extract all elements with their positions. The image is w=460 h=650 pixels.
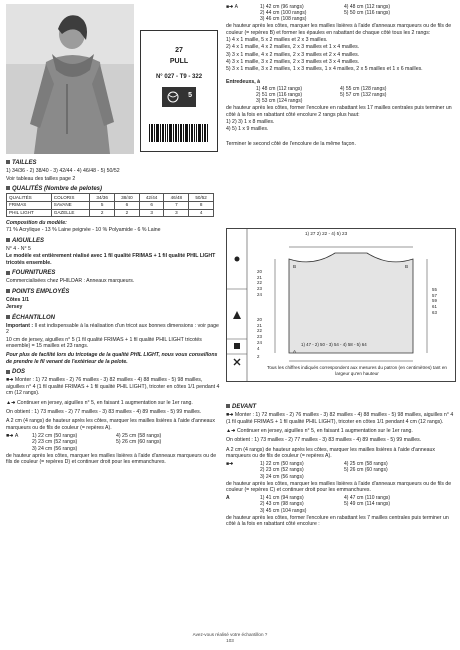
devant-p6: de hauteur après les côtes, former l'encolure en rabattant les 7 mailles centrales puis terminer un côté à la fois en rabattant côté encolure : [226,514,449,527]
devant-p5: de hauteur après les côtes, marquer les mailles lisières à l'aide d'anneaux marqueurs ou de fils de couleur (= repères C) et continuer droit pour les emmanchures. [226,480,452,493]
table-header-cell: 38/40 [115,194,140,202]
table-cell: 5) 26 cm (60 rangs) [116,439,162,446]
devant-heights-table-2 [226,495,454,513]
table-cell: 4 [189,209,214,217]
table-row [226,16,454,22]
entredeux-heading: Entredeuxs, à [226,78,261,85]
page-footer [0,632,460,643]
table-cell: 4) 48 cm (112 rangs) [344,4,391,10]
table-row [6,446,165,452]
shoulder-instructions: de hauteur après les côtes, marquer les mailles lisières à l'aide d'anneaux marqueurs ou de fils de couleur (= repères B) et former les épaules en rabattant de chaque côté tous les 2 rangs: [226,23,452,36]
table-cell: 2) 43 cm (98 rangs) [260,501,304,508]
table-cell: 5) 49 cm (114 rangs) [344,501,391,508]
fournitures-heading: FOURNITURES [6,270,220,277]
shoulder-size-2: 2) 4 x 1 maille, 4 x 2 mailles, 2 x 3 mailles et 1 x 4 mailles. [226,44,360,51]
table-cell: SAVANE [51,201,90,209]
diagram-corner-num-2: 2 [257,354,260,359]
yarn-ball-icon [165,90,183,104]
echantillon-gauge: 10 cm de jersey, aiguilles n° 5 (1 fil qualité FRIMAS + 1 fil qualité PHIL LIGHT tricotés ensemble) = 15 mailles et 23 rangs. [6,336,202,350]
table-cell: 4) 47 cm (110 rangs) [344,495,391,502]
shoulder-size-3: 3) 3 x 1 maille, 4 x 2 mailles, 2 x 3 mailles et 2 x 4 mailles. [226,51,360,58]
table-header-cell: 42/44 [139,194,164,202]
dos-arrow-label: ■➜ A [6,432,19,439]
composition-label: Composition du modèle: [6,220,67,227]
table-cell: 3 [139,209,164,217]
table-row [256,98,454,104]
table-cell: 5 [90,201,115,209]
table-cell: 1) 42 cm (96 rangs) [260,4,304,10]
dos-p5: de hauteur après les côtes, marquer les mailles lisières à l'aide d'anneaux marqueurs ou de fils de couleur (= repères D) et continuer droit pour les emmanchures. [6,452,217,466]
table-cell: 3) 45 cm (104 rangs) [260,507,307,514]
difficulty-badge [162,87,196,107]
echantillon-heading: ÉCHANTILLON [6,315,220,322]
model-photo [6,4,134,154]
table-cell: 2) 51 cm (116 rangs) [256,92,303,99]
diagram-top-label: 1) 27 2) 22 - 4) 5) 23 [305,231,348,236]
points-heading: POINTS EMPLOYÉS [6,289,220,296]
table-header-row [7,194,214,202]
barcode-icon [149,124,209,146]
pattern-card [140,30,218,152]
table-cell: 1) 41 cm (94 rangs) [260,495,304,502]
table-header-cell: QUALITÉS [7,194,52,202]
shoulder-size-5: 5) 3 x 1 maille, 3 x 2 mailles, 1 x 3 mailles, 1 x 4 mailles, 2 x 5 mailles et 1 x 6 mailles. [226,66,423,73]
table-cell: 5) 26 cm (60 rangs) [344,467,388,474]
echantillon-important: Important : Il est indispensable à la réalisation d'un tricot aux bonnes dimensions : voir page 2 [6,323,219,336]
table-row [226,508,454,514]
table-cell: 1) 22 cm (50 rangs) [260,461,304,468]
neck-end-1: 1) 2) 3) 1 x 8 mailles. [226,119,275,125]
pattern-schematic [227,229,455,381]
qualites-heading: QUALITÉS (Nombre de pelotes) [6,186,220,193]
table-cell: 8 [189,201,214,209]
shoulder-heights-table [226,4,454,22]
table-cell: 2) 44 cm (100 rangs) [260,10,307,17]
shoulder-size-4: 4) 3 x 1 maille, 3 x 2 mailles, 2 x 3 mailles et 3 x 4 mailles. [226,59,360,65]
diagram-right-nums: 55 57 59 61 63 [432,287,437,315]
echantillon-tip: Pour plus de facilité lors du tricotage de la qualité PHIL LIGHT, nous vous conseillons de prendre le fil venant de l'extérieur de la pelote. [6,352,218,365]
left-column [6,156,220,467]
top-arrow-label: ■➜ A [226,4,238,10]
diagram-a-label: A [293,349,297,354]
table-cell: 1) 22 cm (50 rangs) [32,432,78,439]
right-column-top [226,4,456,148]
table-cell: 5) 57 cm (132 rangs) [340,92,387,99]
aiguilles-note: Le modèle est entièrement réalisé avec 1 fil qualité FRIMAS + 1 fil qualité PHIL LIGHT tricotés ensemble. [6,253,216,266]
pattern-diagram [226,228,456,382]
devant-p2: ▲➜ Continuer en jersey, aiguilles n° 5, en faisant 1 augmentation sur le 1er rang. [226,428,413,434]
fournitures-text: Commercialisées chez PHILDAR : Anneaux marqueurs. [6,278,135,285]
table-cell: 3) 46 cm (108 rangs) [260,16,307,23]
diagram-bottom-label: 1) 47 - 2) 50 - 3) 54 - 4) 58 - 5) 64 [301,342,367,347]
table-cell: 4) 25 cm (58 rangs) [116,432,162,439]
devant-heights-table-1 [226,461,454,479]
cross-marker-icon [234,359,240,365]
square-marker-icon [234,343,240,349]
dos-heights-table [6,433,165,452]
model-photo-illustration [6,4,134,154]
diagram-caption: Tous les chiffres indiqués correspondent aux mesures du patron (en centimètres) tant en largeur qu'en hauteur [267,365,447,376]
table-cell: 3) 53 cm (124 rangs) [256,98,303,105]
table-cell: FRIMAS [7,201,52,209]
tailles-sizes: 1) 34/36 - 2) 38/40 - 3) 42/44 - 4) 46/48 - 5) 50/52 [6,168,120,175]
aiguilles-heading: AIGUILLES [6,238,220,245]
diagram-left-nums-a: 20 21 22 23 24 [257,269,262,297]
triangle-marker-icon [233,311,241,319]
terminer-text: Terminer le second côté de l'encolure de la même façon. [226,140,356,147]
dos-p1: ■➜ Monter : 1) 72 mailles - 2) 76 mailles - 3) 82 mailles - 4) 88 mailles - 5) 98 mailles, aiguilles n° 4 (1 fil qualité FRIMAS + 1 fil qualité PHIL LIGHT), tricoter en côtes 1/1 pendant 4 cm (12 rangs). [6,377,220,397]
neck-instructions: de hauteur après les côtes, former l'encolure en rabattant les 17 mailles centrales puis terminer un côté à la fois en rabattant côté encolure 2 rangs plus haut: [226,105,452,118]
table-header-cell: 34/36 [90,194,115,202]
devant-arrow-2: A [226,495,230,502]
dos-p3: On obtient : 1) 73 mailles - 2) 77 mailles - 3) 83 mailles - 4) 89 mailles - 5) 99 mailles. [6,408,202,415]
table-header-cell: 50/52 [189,194,214,202]
aiguilles-sizes: N° 4 - N° 5 [6,246,31,253]
footer-text: Avez-vous réalisé votre échantillon ? [192,632,268,637]
dos-p2: ▲➜ Continuer en jersey, aiguilles n° 5, en faisant 1 augmentation sur le 1er rang. [6,399,193,406]
pattern-number: 27 [175,47,183,54]
devant-p3: On obtient : 1) 73 mailles - 2) 77 mailles - 3) 83 mailles - 4) 89 mailles - 5) 99 mailles. [226,437,422,444]
table-cell: 2) 23 cm (52 rangs) [32,439,78,446]
table-cell: 1) 48 cm (112 rangs) [256,86,303,93]
table-cell: 4) 25 cm (58 rangs) [344,461,388,468]
pattern-name: PULL [169,57,189,65]
table-row [7,201,214,209]
neck-end-2: 4) 5) 1 x 9 mailles. [226,126,269,133]
qualites-table [6,193,214,217]
devant-arrow-1: ■➜ [226,461,234,468]
table-header-cell: COLORIS [51,194,90,202]
table-cell: 3) 24 cm (56 rangs) [32,445,78,452]
page-number: 103 [226,637,234,643]
points-jersey: Jersey [6,304,23,311]
neck-heights-table [256,86,454,104]
tailles-note: Voir tableau des tailles page 2 [6,175,76,182]
devant-p1: ■➜ Monter : 1) 72 mailles - 2) 76 mailles - 3) 82 mailles - 4) 88 mailles - 5) 98 mailles, aiguilles n° 4 (1 fil qualité FRIMAS + 1 fil qualité PHIL LIGHT), tricoter en côtes 1/1 pendant 4 cm (12 rangs). [226,412,454,425]
table-cell: 6 [115,201,140,209]
pattern-ref: N° 027 - T9 - 322 [155,74,203,81]
table-cell: GAZELLE [51,209,90,217]
table-row [7,209,214,217]
difficulty-level: 5 [188,92,192,100]
devant-heading: DEVANT [226,404,456,411]
diagram-corner-num-1: 4 [257,346,260,351]
table-cell: 2 [115,209,140,217]
dos-p4: A 2 cm (4 rangs) de hauteur après les côtes, marquer les mailles lisières à l'aide d'anneaux marqueurs ou de fils de couleur (= repères A). [6,418,216,431]
devant-section [226,400,456,528]
table-cell: 2) 23 cm (52 rangs) [260,467,304,474]
points-cotes: Côtes 1/1 [6,297,30,304]
devant-p4: A 2 cm (4 rangs) de hauteur après les côtes, marquer les mailles lisières à l'aide d'anneaux marqueurs ou de fils de couleur (= repères A). [226,446,436,460]
diagram-b-label-right: B [405,264,409,269]
diagram-left-nums-b: 20 21 22 23 24 [257,317,262,345]
table-cell: 5) 50 cm (116 rangs) [344,10,391,17]
dos-heading: DOS [6,369,220,376]
table-cell: 3) 24 cm (56 rangs) [260,473,304,480]
shoulder-size-1: 1) 4 x 1 maille, 5 x 2 mailles et 2 x 3 mailles. [226,36,328,43]
composition-text: 71 % Acrylique - 13 % Laine peignée - 10 % Polyamide - 6 % Laine [6,227,161,234]
table-cell: 6 [139,201,164,209]
table-cell: PHIL LIGHT [7,209,52,217]
tailles-heading: TAILLES [6,160,220,167]
table-cell: 3 [164,209,189,217]
table-cell: 4) 55 cm (128 rangs) [340,86,387,93]
table-cell: 2 [90,209,115,217]
table-header-cell: 46/48 [164,194,189,202]
table-cell: 7 [164,201,189,209]
diagram-b-label: B [293,264,297,269]
table-row [226,474,454,480]
circle-marker-icon [235,257,240,262]
